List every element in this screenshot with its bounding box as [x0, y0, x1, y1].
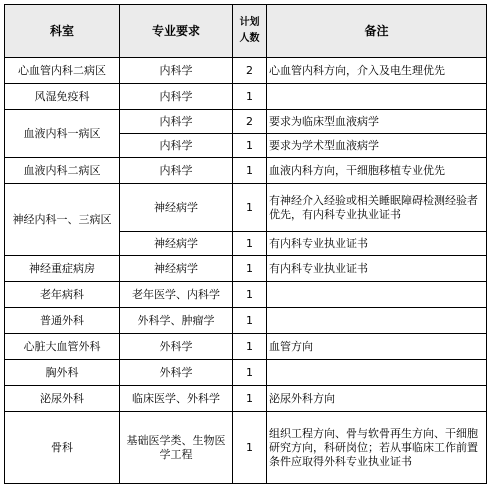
header-note: 备注 — [267, 5, 487, 58]
header-row — [5, 5, 487, 58]
dept-cell: 骨科 — [5, 412, 120, 484]
header-major: 专业要求 — [120, 5, 233, 58]
major-cell: 内科学 — [120, 110, 233, 134]
dept-cell: 泌尿外科 — [5, 386, 120, 412]
major-cell: 神经病学 — [120, 184, 233, 232]
count-cell: 1 — [233, 412, 267, 484]
note-cell — [267, 308, 487, 334]
major-cell: 神经病学 — [120, 256, 233, 282]
table-row — [5, 158, 487, 184]
dept-cell: 风湿免疫科 — [5, 84, 120, 110]
note-cell: 泌尿外科方向 — [267, 386, 487, 412]
count-cell: 2 — [233, 110, 267, 134]
major-cell: 老年医学、内科学 — [120, 282, 233, 308]
dept-cell: 胸外科 — [5, 360, 120, 386]
dept-cell: 普通外科 — [5, 308, 120, 334]
note-cell: 血管方向 — [267, 334, 487, 360]
dept-cell: 神经内科一、三病区 — [5, 184, 120, 256]
header-dept: 科室 — [5, 5, 120, 58]
dept-cell: 血液内科一病区 — [5, 110, 120, 158]
table-row — [5, 282, 487, 308]
major-cell: 外科学、肿瘤学 — [120, 308, 233, 334]
note-cell — [267, 360, 487, 386]
table-row — [5, 256, 487, 282]
count-cell: 1 — [233, 134, 267, 158]
note-cell: 要求为临床型血液病学 — [267, 110, 487, 134]
table-row — [5, 360, 487, 386]
note-cell: 有内科专业执业证书 — [267, 256, 487, 282]
dept-cell: 神经重症病房 — [5, 256, 120, 282]
count-cell: 1 — [233, 282, 267, 308]
major-cell: 临床医学、外科学 — [120, 386, 233, 412]
table-row — [5, 334, 487, 360]
note-cell: 血液内科方向，干细胞移植专业优先 — [267, 158, 487, 184]
major-cell: 基础医学类、生物医学工程 — [120, 412, 233, 484]
dept-cell: 血液内科二病区 — [5, 158, 120, 184]
dept-cell: 心脏大血管外科 — [5, 334, 120, 360]
note-cell: 有神经介入经验或相关睡眠障碍检测经验者优先，有内科专业执业证书 — [267, 184, 487, 232]
count-cell: 2 — [233, 58, 267, 84]
count-cell: 1 — [233, 308, 267, 334]
major-cell: 外科学 — [120, 360, 233, 386]
header-count: 计划人数 — [233, 5, 267, 58]
note-cell — [267, 282, 487, 308]
dept-cell: 老年病科 — [5, 282, 120, 308]
major-cell: 内科学 — [120, 58, 233, 84]
major-cell: 神经病学 — [120, 232, 233, 256]
note-cell: 有内科专业执业证书 — [267, 232, 487, 256]
count-cell: 1 — [233, 386, 267, 412]
major-cell: 内科学 — [120, 158, 233, 184]
count-cell: 1 — [233, 184, 267, 232]
table-row — [5, 308, 487, 334]
note-cell: 组织工程方向、骨与软骨再生方向、干细胞研究方向，科研岗位；若从事临床工作前置条件应取得外科专业执业证书 — [267, 412, 487, 484]
count-cell: 1 — [233, 334, 267, 360]
recruitment-table — [4, 4, 487, 484]
table-row — [5, 110, 487, 134]
major-cell: 外科学 — [120, 334, 233, 360]
note-cell: 心血管内科方向，介入及电生理优先 — [267, 58, 487, 84]
note-cell — [267, 84, 487, 110]
table-row — [5, 184, 487, 232]
major-cell: 内科学 — [120, 134, 233, 158]
major-cell: 内科学 — [120, 84, 233, 110]
count-cell: 1 — [233, 360, 267, 386]
table-row — [5, 386, 487, 412]
count-cell: 1 — [233, 232, 267, 256]
dept-cell: 心血管内科二病区 — [5, 58, 120, 84]
table-row — [5, 84, 487, 110]
count-cell: 1 — [233, 84, 267, 110]
note-cell: 要求为学术型血液病学 — [267, 134, 487, 158]
table-row — [5, 58, 487, 84]
table-row — [5, 412, 487, 484]
count-cell: 1 — [233, 256, 267, 282]
count-cell: 1 — [233, 158, 267, 184]
